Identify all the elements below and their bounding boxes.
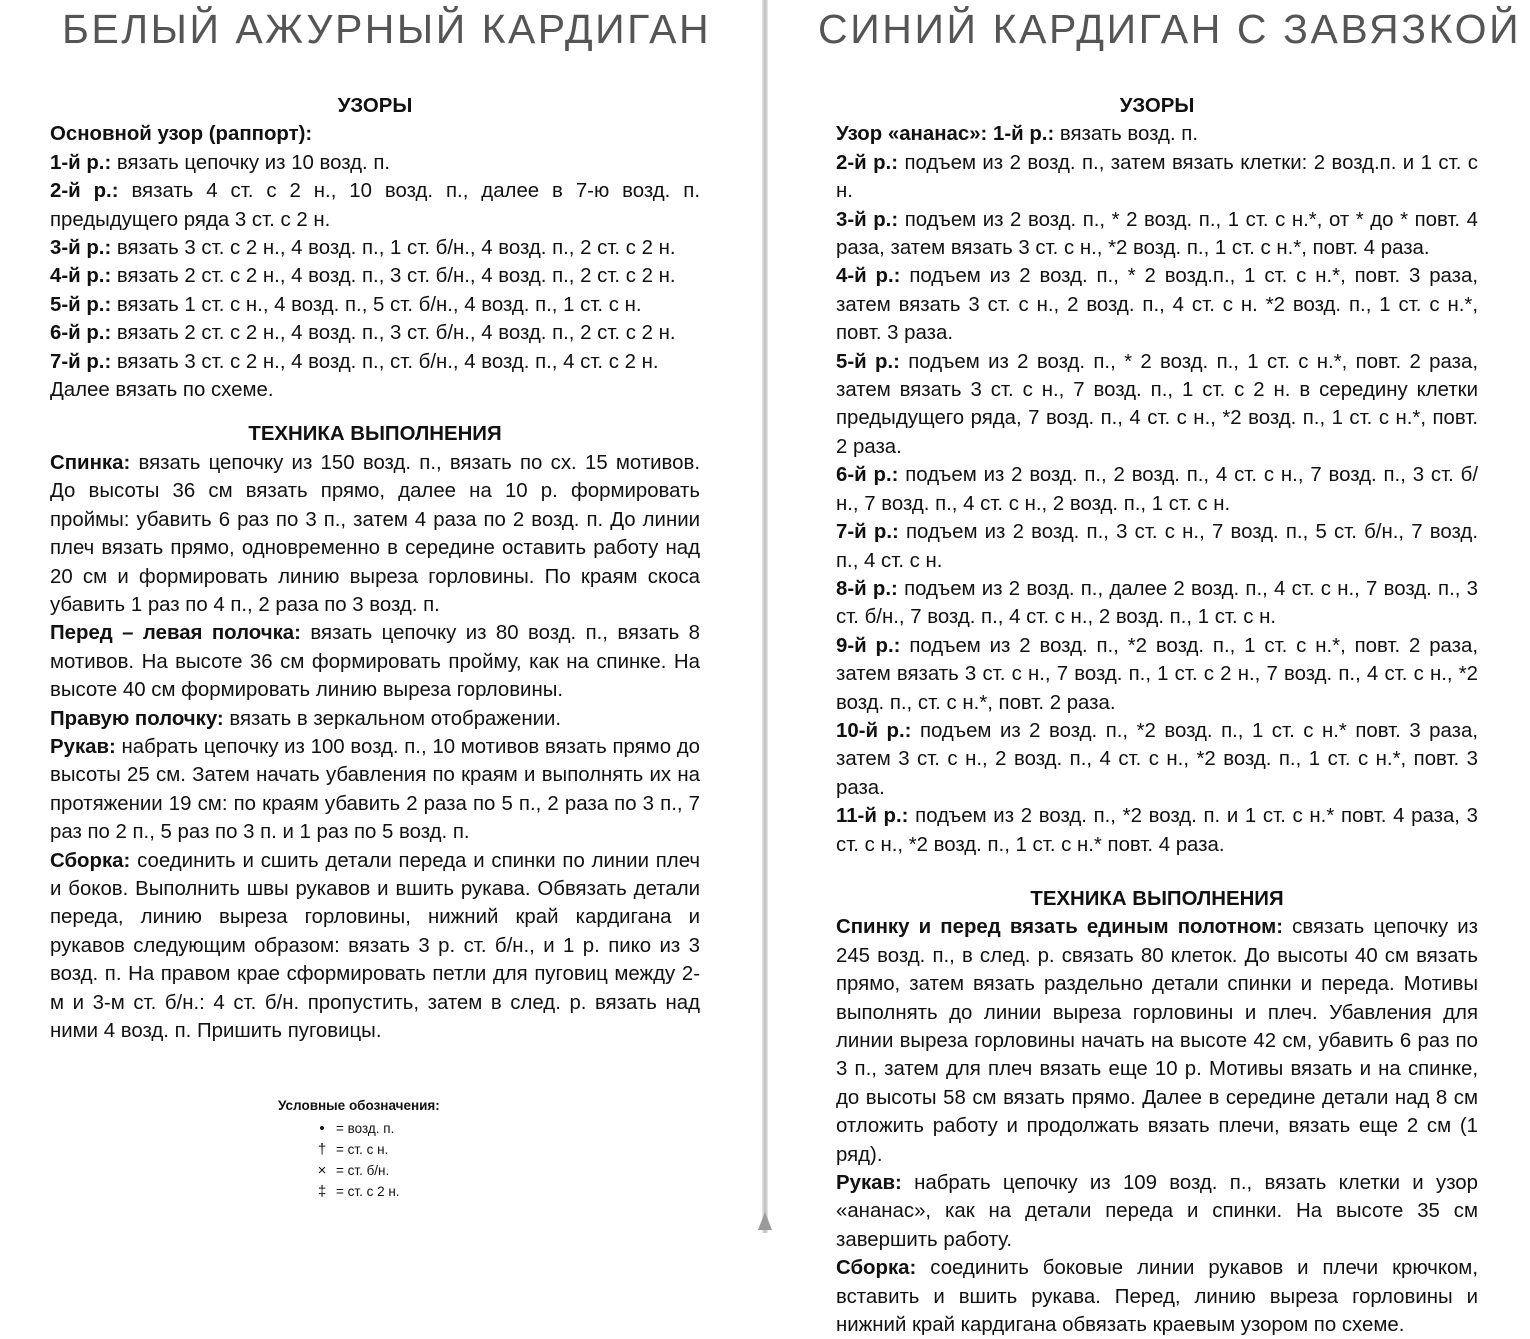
right-patterns-heading: УЗОРЫ (1119, 95, 1195, 117)
technique-paragraph: Рукав: набрать цепочку из 109 возд. п., вязать клетки и узор «ананас», как на детали переда и спинки. На высоте 35 см завершить работу. (836, 1172, 1478, 1251)
symbol-legend (278, 1095, 440, 1202)
pattern-row: 11-й р.: подъем из 2 возд. п., *2 возд. п. и 1 ст. с н.* повт. 4 раза, 3 ст. с н., *2 возд. п., 1 ст. с н.* повт. 4 раза. (836, 805, 1478, 856)
pattern-row: 3-й р.: вязать 3 ст. с 2 н., 4 возд. п., 1 ст. б/н., 4 возд. п., 2 ст. с 2 н. (50, 237, 676, 260)
right-page (770, 0, 1530, 1337)
treble-crochet-icon: ‡ (317, 1183, 327, 1200)
legend-item: ‡ = ст. с 2 н. (278, 1181, 440, 1202)
pattern-row: 10-й р.: подъем из 2 возд. п., *2 возд. п., 1 ст. с н.* повт. 3 раза, затем 3 ст. с н., 2 возд. п., 4 ст. с н., *2 возд. п., 1 ст. с н.*, повт. 3 раза. (836, 719, 1478, 799)
left-technique-heading: ТЕХНИКА ВЫПОЛНЕНИЯ (248, 423, 502, 446)
technique-paragraph: Спинка: вязать цепочку из 150 возд. п., вязать по сх. 15 мотивов. До высоты 36 см вязать прямо, далее на 10 р. формировать проймы: убавить 6 раз по 3 п., затем 4 раза по 2 возд. п. До линии плеч вязать прямо, одновременно в середине оставить работу над 20 см и формировать линию выреза горловины. По краям скоса убавить 1 раз по 4 п., 2 раза по 3 возд. п. (50, 451, 700, 616)
single-crochet-icon: × (317, 1162, 327, 1179)
legend-item: × = ст. б/н. (278, 1160, 440, 1181)
pattern-row: 2-й р.: вязать 4 ст. с 2 н., 10 возд. п., далее в 7-ю возд. п. предыдущего ряда 3 ст. с 2 н. (50, 180, 700, 231)
technique-paragraph: Правую полочку: вязать в зеркальном отображении. (50, 707, 562, 730)
pattern-row: 3-й р.: подъем из 2 возд. п., * 2 возд. п., 1 ст. с н.*, от * до * повт. 4 раза, затем вязать 3 ст. с н., *2 возд. п., 1 ст. с н.*, повт. 4 раза. (836, 208, 1478, 260)
legend-item: † = ст. с н. (278, 1139, 440, 1160)
right-text-column (836, 92, 1478, 1339)
pattern-row: 5-й р.: вязать 1 ст. с н., 4 возд. п., 5 ст. б/н., 4 возд. п., 1 ст. с н. (50, 293, 642, 316)
left-text-column (50, 92, 700, 1045)
chain-stitch-icon: • (319, 1120, 325, 1137)
pattern-row: 2-й р.: подъем из 2 возд. п., затем вязать клетки: 2 возд.п. и 1 ст. с н. (836, 151, 1478, 203)
after-rows-note: Далее вязать по схеме. (50, 379, 274, 402)
book-gutter (762, 0, 768, 1233)
pattern-row: Узор «ананас»: 1-й р.: вязать возд. п. (836, 123, 1198, 146)
pattern-row: 6-й р.: подъем из 2 возд. п., 2 возд. п., 4 ст. с н., 7 возд. п., 3 ст. б/н., 7 возд. п., 4 ст. с н., 2 возд. п., 1 ст. с н. (836, 464, 1479, 515)
technique-paragraph: Сборка: соединить боковые линии рукавов и плечи крючком, вставить и вшить рукава. Перед, линию выреза горловины и нижний край кардигана обвязать краевым узором по схеме. (836, 1257, 1478, 1337)
technique-paragraph: Сборка: соединить и сшить детали переда и спинки по линии плеч и боков. Выполнить швы рукавов и вшить рукава. Обвязать детали переда, линию выреза горловины, нижний край кардигана и рукавов следующим образом: вязать 3 р. ст. б/н., и 1 р. пико из 3 возд. п. На правом крае сформировать петли для пуговиц между 2-м и 3-м ст. б/н.: 4 ст. б/н. пропустить, затем в след. р. вязать над ними 4 возд. п. Пришить пуговицы. (50, 849, 700, 1042)
pattern-row: 4-й р.: вязать 2 ст. с 2 н., 4 возд. п., 3 ст. б/н., 4 возд. п., 2 ст. с 2 н. (50, 265, 676, 288)
right-page-title: СИНИЙ КАРДИГАН С ЗАВЯЗКОЙ (818, 6, 1522, 52)
pattern-row: 1-й р.: вязать цепочку из 10 возд. п. (50, 151, 391, 174)
pattern-row: 4-й р.: подъем из 2 возд. п., * 2 возд.п., 1 ст. с н.*, повт. 3 раза, затем вязать 3 ст. с н., 2 возд. п., 4 ст. с н. *2 возд. п., 1 ст. с н.*, повт. 3 раза. (836, 265, 1479, 345)
pattern-row: 7-й р.: подъем из 2 возд. п., 3 ст. с н., 7 возд. п., 5 ст. б/н., 7 возд. п., 4 ст. с н. (836, 521, 1478, 572)
left-page (0, 0, 760, 1233)
legend-title: Условные обозначения: (278, 1098, 440, 1113)
right-technique-heading: ТЕХНИКА ВЫПОЛНЕНИЯ (1030, 887, 1284, 910)
pattern-row: 7-й р.: вязать 3 ст. с 2 н., 4 возд. п., ст. б/н., 4 возд. п., 4 ст. с 2 н. (50, 350, 659, 373)
legend-item: • = возд. п. (278, 1118, 440, 1139)
left-page-title: БЕЛЫЙ АЖУРНЫЙ КАРДИГАН (62, 6, 712, 52)
pattern-row: 8-й р.: подъем из 2 возд. п., далее 2 возд. п., 4 ст. с н., 7 возд. п., 3 ст. б/н., 7 возд. п., 4 ст. с н., 2 возд. п., 1 ст. с н. (836, 577, 1478, 629)
technique-paragraph: Рукав: набрать цепочку из 100 возд. п., 10 мотивов вязать прямо до высоты 25 см. Затем начать убавления по краям и выполнять их на протяжении 19 см: по краям убавить 2 раза по 5 п., 2 раза по 3 п., 7 раз по 2 п., 5 раз по 3 п. и 1 раз по 5 возд. п. (50, 735, 700, 844)
pattern-row: 6-й р.: вязать 2 ст. с 2 н., 4 возд. п., 3 ст. б/н., 4 возд. п., 2 ст. с 2 н. (50, 322, 676, 345)
technique-paragraph: Перед – левая полочка: вязать цепочку из 80 возд. п., вязать 8 мотивов. На высоте 36 см формировать пройму, как на спинке. На высоте 40 см формировать линию выреза горловины. (50, 622, 700, 702)
technique-paragraph: Спинку и перед вязать единым полотном: связать цепочку из 245 возд. п., в след. р. связать 80 клеток. До высоты 40 см вязать прямо, затем вязать раздельно детали спинки и переда. Мотивы выполнять до линии выреза горловины и плеч. Убавления для линии выреза горловины начать на высоте 42 см, убавить 6 раз по 3 п., затем для плеч вязать еще 10 р. Мотивы вязать и на спинке, до высоты 58 см вязать прямо. Далее в середине детали над 8 см отложить работу и продолжать вязать плечи, вязать еще 2 см (1 ряд). (836, 916, 1478, 1166)
pattern-row: 5-й р.: подъем из 2 возд. п., * 2 возд. п., 1 ст. с н.*, повт. 2 раза, затем вязать 3 ст. с н., 7 возд. п., 1 ст. с 2 н. в середину клетки предыдущего ряда, 7 возд. п., 4 ст. с н., *2 возд. п., 1 ст. с н.*, повт. 2 раза. (836, 350, 1478, 458)
main-pattern-label: Основной узор (раппорт): (50, 123, 313, 146)
double-crochet-icon: † (317, 1141, 327, 1158)
left-patterns-heading: УЗОРЫ (337, 95, 413, 117)
pattern-row: 9-й р.: подъем из 2 возд. п., *2 возд. п., 1 ст. с н.*, повт. 2 раза, затем вязать 3 ст. с н., 7 возд. п., 1 ст. с 2 н., 7 возд. п., 4 ст. с н., *2 возд. п., ст. с н.*, повт. 2 раза. (836, 634, 1479, 714)
